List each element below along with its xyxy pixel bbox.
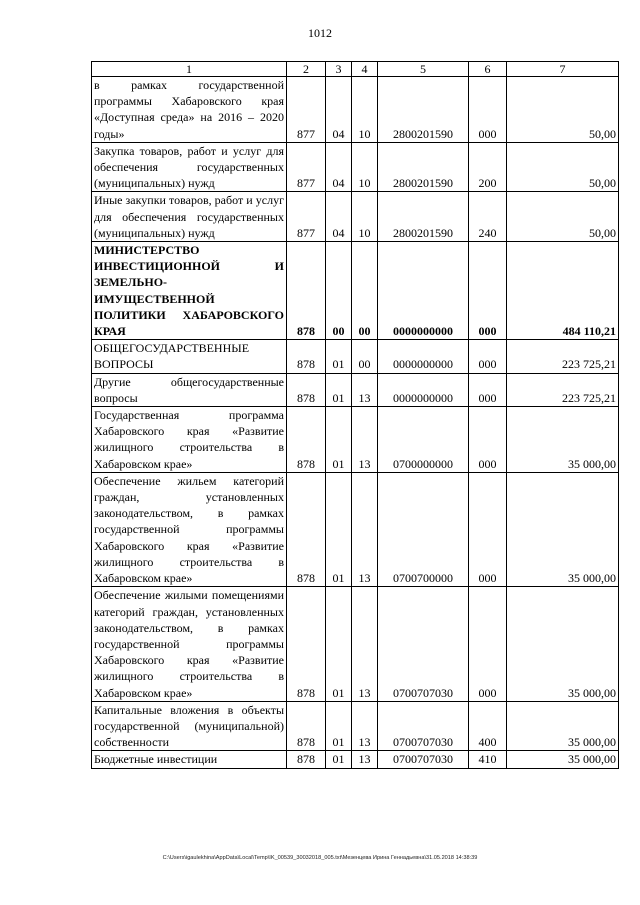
row-type: 000	[469, 77, 507, 143]
row-target: 2800201590	[378, 142, 469, 192]
row-target: 0700000000	[378, 407, 469, 473]
row-amount: 50,00	[507, 142, 619, 192]
row-name: МИНИСТЕРСТВО ИНВЕСТИЦИОННОЙ И ЗЕМЕЛЬНО-ИМУЩЕСТВЕННОЙ ПОЛИТИКИ ХАБАРОВСКОГО КРАЯ	[92, 242, 287, 340]
header-row	[92, 62, 619, 77]
column-header: 1	[92, 62, 287, 77]
row-name: Государственная программа Хабаровского края «Развитие жилищного строительства в Хабаровском крае»	[92, 407, 287, 473]
row-section: 04	[326, 142, 352, 192]
row-subsection: 13	[352, 587, 378, 701]
row-type: 000	[469, 472, 507, 586]
row-subsection: 13	[352, 701, 378, 751]
row-target: 2800201590	[378, 77, 469, 143]
table-row	[92, 701, 619, 751]
row-subsection: 13	[352, 472, 378, 586]
row-target: 0700707030	[378, 751, 469, 768]
row-subsection: 10	[352, 77, 378, 143]
row-code: 877	[287, 142, 326, 192]
row-section: 01	[326, 407, 352, 473]
row-type: 240	[469, 192, 507, 242]
table-row	[92, 340, 619, 373]
row-subsection: 13	[352, 407, 378, 473]
row-amount: 484 110,21	[507, 242, 619, 340]
row-name: Закупка товаров, работ и услуг для обеспечения государственных (муниципальных) нужд	[92, 142, 287, 192]
table-row	[92, 373, 619, 406]
row-section: 01	[326, 701, 352, 751]
column-header: 5	[378, 62, 469, 77]
row-code: 878	[287, 373, 326, 406]
row-section: 01	[326, 373, 352, 406]
row-code: 878	[287, 340, 326, 373]
table-row	[92, 192, 619, 242]
row-code: 878	[287, 407, 326, 473]
row-type: 000	[469, 373, 507, 406]
row-target: 0000000000	[378, 340, 469, 373]
row-amount: 35 000,00	[507, 587, 619, 701]
column-header: 4	[352, 62, 378, 77]
column-header: 2	[287, 62, 326, 77]
row-name: Другие общегосударственные вопросы	[92, 373, 287, 406]
row-code: 878	[287, 587, 326, 701]
row-target: 2800201590	[378, 192, 469, 242]
table-row-ministry	[92, 242, 619, 340]
row-target: 0000000000	[378, 242, 469, 340]
row-name: в рамках государственной программы Хабаровского края «Доступная среда» на 2016 – 2020 годы»	[92, 77, 287, 143]
row-amount: 35 000,00	[507, 407, 619, 473]
row-subsection: 13	[352, 373, 378, 406]
row-name: ОБЩЕГОСУДАРСТВЕННЫЕ ВОПРОСЫ	[92, 340, 287, 373]
row-subsection: 10	[352, 142, 378, 192]
row-amount: 50,00	[507, 77, 619, 143]
row-name: Бюджетные инвестиции	[92, 751, 287, 768]
row-target: 0000000000	[378, 373, 469, 406]
file-path-footer: C:\Users\igaulekhina\AppData\Local\Temp\IK_00539_30032018_005.txt\Мезенцева Ирина Геннадьевна\31.05.2018 14:38:39	[162, 855, 478, 861]
row-section: 01	[326, 751, 352, 768]
row-amount: 35 000,00	[507, 472, 619, 586]
row-type: 000	[469, 340, 507, 373]
row-type: 400	[469, 701, 507, 751]
row-section: 01	[326, 340, 352, 373]
row-code: 877	[287, 77, 326, 143]
row-amount: 35 000,00	[507, 751, 619, 768]
column-header: 7	[507, 62, 619, 77]
row-subsection: 00	[352, 242, 378, 340]
table-row	[92, 587, 619, 701]
table-row	[92, 77, 619, 143]
row-subsection: 10	[352, 192, 378, 242]
row-name: Обеспечение жилыми помещениями категорий граждан, установленных законодательством, в рамках государственной программы Хабаровского края «Развитие жилищного строительства в Хабаровском крае»	[92, 587, 287, 701]
row-subsection: 13	[352, 751, 378, 768]
row-amount: 223 725,21	[507, 373, 619, 406]
row-amount: 223 725,21	[507, 340, 619, 373]
row-type: 000	[469, 407, 507, 473]
row-type: 000	[469, 242, 507, 340]
row-target: 0700707030	[378, 587, 469, 701]
row-name: Капитальные вложения в объекты государственной (муниципальной) собственности	[92, 701, 287, 751]
row-code: 878	[287, 701, 326, 751]
row-subsection: 00	[352, 340, 378, 373]
column-header: 3	[326, 62, 352, 77]
table-row	[92, 751, 619, 768]
row-code: 878	[287, 472, 326, 586]
row-section: 01	[326, 472, 352, 586]
row-amount: 35 000,00	[507, 701, 619, 751]
row-section: 04	[326, 192, 352, 242]
row-type: 000	[469, 587, 507, 701]
row-name: Обеспечение жильем категорий граждан, установленных законодательством, в рамках государственной программы Хабаровского края «Развитие жилищного строительства в Хабаровском крае»	[92, 472, 287, 586]
row-amount: 50,00	[507, 192, 619, 242]
row-section: 01	[326, 587, 352, 701]
row-target: 0700700000	[378, 472, 469, 586]
row-section: 04	[326, 77, 352, 143]
table-row	[92, 407, 619, 473]
table-row	[92, 142, 619, 192]
page-number: 1012	[308, 26, 332, 40]
column-header: 6	[469, 62, 507, 77]
row-section: 00	[326, 242, 352, 340]
row-type: 410	[469, 751, 507, 768]
row-name: Иные закупки товаров, работ и услуг для обеспечения государственных (муниципальных) нужд	[92, 192, 287, 242]
row-target: 0700707030	[378, 701, 469, 751]
row-code: 877	[287, 192, 326, 242]
row-type: 200	[469, 142, 507, 192]
row-code: 878	[287, 242, 326, 340]
table-row	[92, 472, 619, 586]
budget-table	[91, 61, 619, 769]
row-code: 878	[287, 751, 326, 768]
